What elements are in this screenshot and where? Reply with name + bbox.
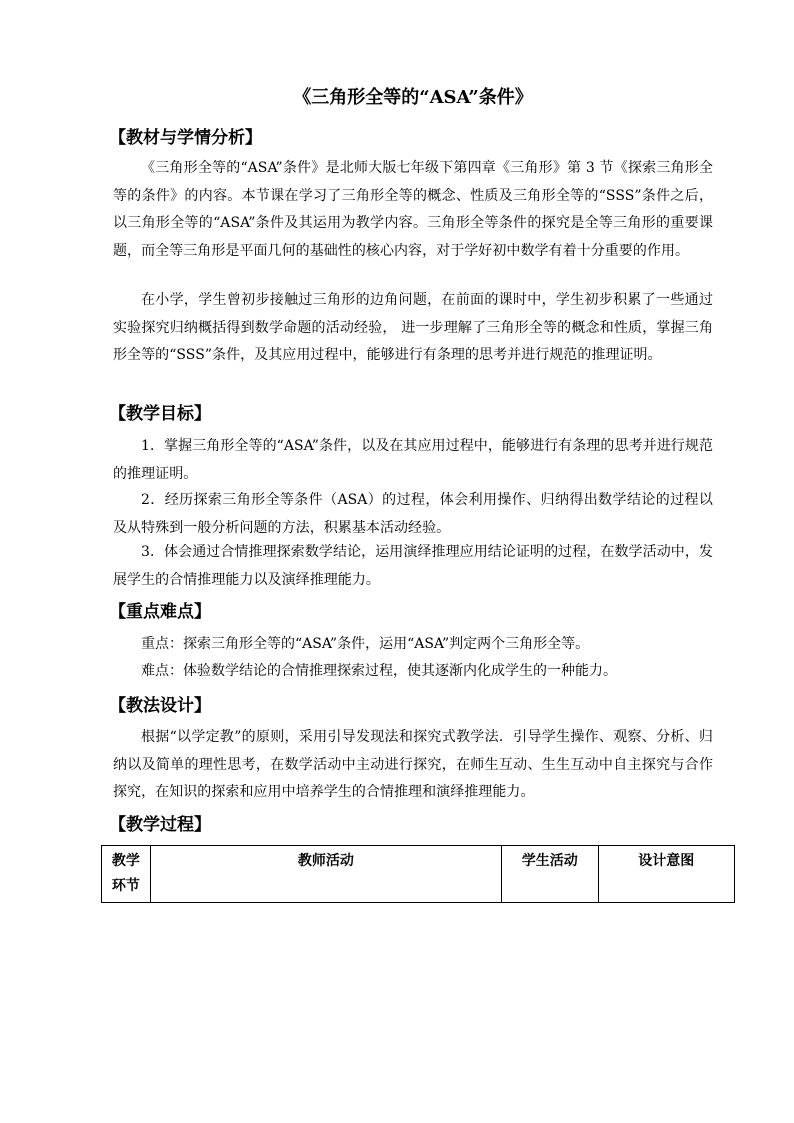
column-header-teacher: 教师活动 <box>150 846 501 903</box>
section-heading-goals: 【教学目标】 <box>109 404 211 424</box>
analysis-paragraph-1: 《三角形全等的“ASA”条件》是北师大版七年级下第四章《三角形》第 3 节《探索三角形全等的条件》的内容。本节课在学习了三角形全等的概念、性质及三角形全等的“SSS”条件之后，以三角形全等的“ASA”条件及其运用为教学内容。三角形全等条件的探究是全等三角形的重要课题，而全等三角形是平面几何的基础性的核心内容，对于学好初中数学有着十分重要的作用。 <box>113 160 713 259</box>
document-title: 《三角形全等的“ASA”条件》 <box>293 87 533 108</box>
table-header-row <box>102 846 735 903</box>
column-header-student: 学生活动 <box>502 846 599 903</box>
section-heading-process: 【教学过程】 <box>109 815 211 835</box>
section-heading-keypoints: 【重点难点】 <box>109 602 211 622</box>
column-header-stage: 教学环节 <box>102 846 151 903</box>
section-heading-analysis: 【教材与学情分析】 <box>109 128 262 148</box>
key-point-line: 重点：探索三角形全等的“ASA”条件，运用“ASA”判定两个三角形全等。 <box>141 636 590 652</box>
column-header-intent: 设计意图 <box>598 846 734 903</box>
goal-item-3: 3．体会通过合情推理探索数学结论，运用演绎推理应用结论证明的过程，在数学活动中，发展学生的合情推理能力以及演绎推理能力。 <box>113 544 713 588</box>
goal-item-1: 1．掌握三角形全等的“ASA”条件，以及在其应用过程中，能够进行有条理的思考并进行规范的推理证明。 <box>113 438 713 482</box>
section-heading-method: 【教法设计】 <box>109 696 211 716</box>
method-paragraph: 根据“以学定教”的原则，采用引导发现法和探究式教学法．引导学生操作、观察、分析、归纳以及简单的理性思考，在数学活动中主动进行探究，在师生互动、生生互动中自主探究与合作探究，在知识的探索和应用中培养学生的合情推理和演绎推理能力。 <box>113 729 713 800</box>
goal-item-2: 2．经历探索三角形全等条件（ASA）的过程，体会利用操作、归纳得出数学结论的过程以及从特殊到一般分析问题的方法，积累基本活动经验。 <box>113 492 713 536</box>
process-table <box>101 845 735 903</box>
difficulty-line: 难点：体验数学结论的合情推理探索过程，使其逐渐内化成学生的一种能力。 <box>141 663 617 679</box>
analysis-paragraph-2: 在小学，学生曾初步接触过三角形的边角问题，在前面的课时中，学生初步积累了一些通过实验探究归纳概括得到数学命题的活动经验， 进一步理解了三角形全等的概念和性质，掌握三角形全等的“SSS”条件，及其应用过程中，能够进行有条理的思考并进行规范的推理证明。 <box>113 292 713 363</box>
